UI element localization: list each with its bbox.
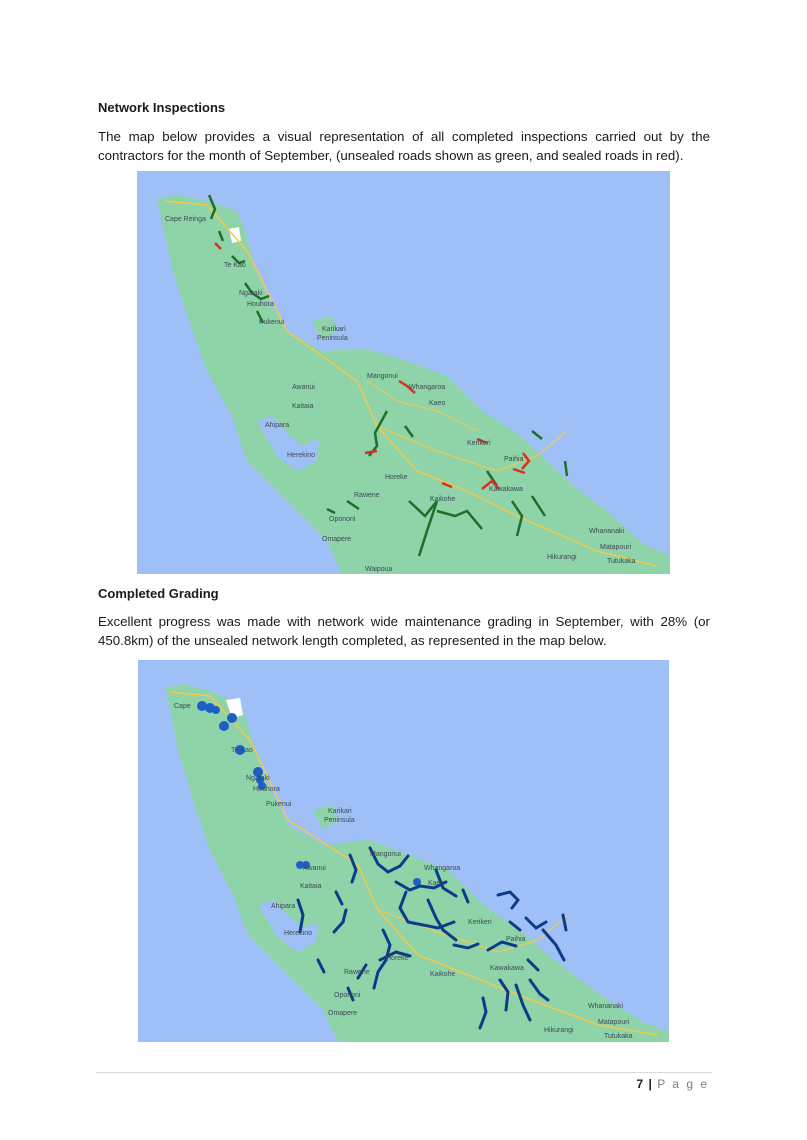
label-kaeo: Kaeo bbox=[429, 400, 446, 407]
label-awanui: Awanui bbox=[303, 865, 326, 872]
label-cape: Cape bbox=[174, 703, 191, 710]
label-kaikohe: Kaikohe bbox=[430, 971, 456, 978]
label-karikari-peninsula: Peninsula bbox=[324, 817, 355, 824]
label-rawene: Rawene bbox=[344, 969, 370, 976]
label-herekino: Herekino bbox=[284, 930, 313, 937]
label-whananaki: Whananaki bbox=[589, 528, 625, 535]
label-opononi: Opononi bbox=[329, 516, 356, 523]
completed-grading-paragraph: Excellent progress was made with network wide maintenance grading in September, with 28% (or 450.8km) of the unsealed network length completed, as represented in the map below. bbox=[98, 614, 710, 648]
label-opononi: Opononi bbox=[334, 992, 361, 999]
label-horeke: Horeke bbox=[385, 474, 408, 481]
page-number: 7 bbox=[636, 1077, 644, 1091]
label-herekino: Herekino bbox=[287, 452, 316, 459]
label-omapere: Omapere bbox=[322, 536, 352, 543]
label-matapouri: Matapouri bbox=[598, 1019, 630, 1026]
label-horeke: Horeke bbox=[386, 955, 409, 962]
label-karikari: Karikari bbox=[328, 808, 352, 815]
label-kerikeri: Kerikeri bbox=[468, 919, 492, 926]
label-kaitaia: Kaitaia bbox=[292, 403, 314, 410]
label-whangaroa: Whangaroa bbox=[424, 865, 461, 872]
page-word: P a g e bbox=[657, 1077, 709, 1091]
page-footer bbox=[636, 1077, 709, 1091]
label-houhora: Houhora bbox=[247, 301, 274, 308]
label-whananaki: Whananaki bbox=[588, 1003, 624, 1010]
label-ngataki: Ngataki bbox=[246, 775, 270, 782]
label-whangaroa: Whangaroa bbox=[409, 384, 446, 391]
label-kawakawa: Kawakawa bbox=[490, 965, 524, 972]
inspections-map[interactable] bbox=[137, 171, 670, 574]
label-karikari: Karikari bbox=[322, 326, 346, 333]
section-heading-completed-grading: Completed Grading bbox=[98, 586, 219, 601]
label-mangonui: Mangonui bbox=[370, 851, 401, 858]
section-heading-network-inspections: Network Inspections bbox=[98, 100, 226, 115]
label-ngataki: Ngataki bbox=[239, 290, 263, 297]
label-hikurangi: Hikurangi bbox=[547, 554, 577, 561]
label-hikurangi: Hikurangi bbox=[544, 1027, 574, 1034]
label-houhora: Houhora bbox=[253, 786, 280, 793]
label-pukenui: Pukenui bbox=[259, 319, 285, 326]
label-pukenui: Pukenui bbox=[266, 801, 292, 808]
label-te-kao: Te Kao bbox=[224, 262, 246, 269]
label-tutukaka: Tutukaka bbox=[604, 1033, 633, 1040]
label-omapere: Omapere bbox=[328, 1010, 358, 1017]
label-ahipara: Ahipara bbox=[271, 903, 296, 910]
label-kaitaia: Kaitaia bbox=[300, 883, 322, 890]
label-waipoua: Waipoua bbox=[365, 566, 393, 573]
label-matapouri: Matapouri bbox=[600, 544, 632, 551]
label-paihia: Paihia bbox=[506, 936, 526, 943]
footer-divider bbox=[96, 1072, 712, 1073]
label-te-kao: Te Kao bbox=[231, 747, 253, 754]
footer-separator: | bbox=[648, 1077, 652, 1091]
label-kaeo: Kaeo bbox=[428, 880, 445, 887]
label-karikari-peninsula: Peninsula bbox=[317, 335, 348, 342]
label-cape-reinga: Cape Reinga bbox=[165, 216, 206, 223]
network-inspections-paragraph: The map below provides a visual representation of all completed inspections carried out by the contractors for the month of September, (unsealed roads shown as green, and sealed roads in red). bbox=[98, 129, 710, 163]
label-kaikohe: Kaikohe bbox=[430, 496, 456, 503]
label-ahipara: Ahipara bbox=[265, 422, 290, 429]
label-rawene: Rawene bbox=[354, 492, 380, 499]
label-tutukaka: Tutukaka bbox=[607, 558, 636, 565]
grading-map[interactable] bbox=[138, 660, 669, 1042]
label-paihia: Paihia bbox=[504, 456, 524, 463]
label-kerikeri: Kerikeri bbox=[467, 440, 491, 447]
label-awanui: Awanui bbox=[292, 384, 315, 391]
label-mangonui: Mangonui bbox=[367, 373, 398, 380]
label-kawakawa: Kawakawa bbox=[489, 486, 523, 493]
